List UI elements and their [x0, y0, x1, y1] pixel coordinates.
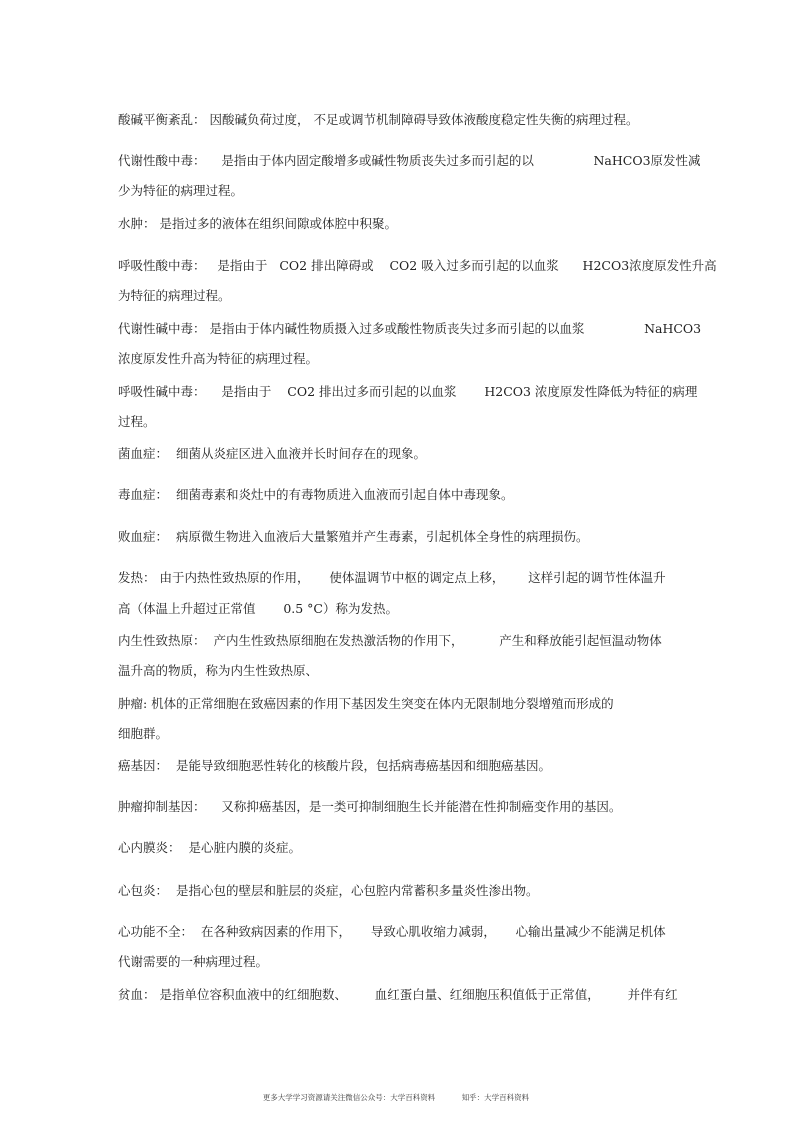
text-line: 发热： 由于内热性致热原的作用， 使体温调节中枢的调定点上移， 这样引起的调节性体温升 [118, 570, 666, 585]
text-line: 浓度原发性升高为特征的病理过程。 [118, 351, 319, 366]
text-line: 水肿： 是指过多的液体在组织间隙或体腔中积聚。 [118, 216, 397, 231]
text-line: 代谢性酸中毒： 是指由于体内固定酸增多或碱性物质丧失过多而引起的以 NaHCO3原发性减 [118, 153, 701, 168]
text-line: 毒血症： 细菌毒素和炎灶中的有毒物质进入血液而引起自体中毒现象。 [118, 487, 514, 502]
text-line: 少为特征的病理过程。 [118, 183, 244, 198]
text-line: 败血症： 病原微生物进入血液后大量繁殖并产生毒素，引起机体全身性的病理损伤。 [118, 529, 589, 544]
text-line: 肿瘤抑制基因： 又称抑癌基因，是一类可抑制细胞生长并能潜在性抑制癌变作用的基因。 [118, 799, 622, 814]
text-line: 酸碱平衡紊乱： 因酸碱负荷过度， 不足或调节机制障碍导致体液酸度稳定性失衡的病理过程。 [118, 112, 639, 127]
text-line: 为特征的病理过程。 [118, 288, 231, 303]
text-line: 温升高的物质，称为内生性致热原、 [118, 663, 319, 678]
text-line: 肿瘤: 机体的正常细胞在致癌因素的作用下基因发生突变在体内无限制地分裂增殖而形成的 [118, 696, 614, 711]
text-line: 高（体温上升超过正常值 0.5 °C）称为发热。 [118, 601, 398, 616]
text-line: 呼吸性酸中毒： 是指由于 CO2 排出障碍或 CO2 吸入过多而引起的以血浆 H2CO3浓度原发性升高 [118, 258, 717, 273]
text-line: 呼吸性碱中毒： 是指由于 CO2 排出过多而引起的以血浆 H2CO3 浓度原发性降低为特征的病理 [118, 384, 698, 399]
text-line: 过程。 [118, 414, 156, 429]
text-line: 代谢性碱中毒： 是指由于体内碱性物质摄入过多或酸性物质丧失过多而引起的以血浆 NaHCO3 [118, 321, 702, 336]
footer-zhihu-note: 知乎：大学百科资料 [461, 1093, 530, 1102]
text-line: 细胞群。 [118, 726, 169, 741]
text-line: 内生性致热原： 产内生性致热原细胞在发热激活物的作用下， 产生和释放能引起恒温动物体 [118, 633, 662, 648]
text-line: 菌血症： 细菌从炎症区进入血液并长时间存在的现象。 [118, 446, 426, 461]
text-line: 心包炎： 是指心包的壁层和脏层的炎症，心包腔内常蓄积多量炎性渗出物。 [118, 883, 539, 898]
text-line: 贫血： 是指单位容积血液中的红细胞数、 血红蛋白量、红细胞压积值低于正常值， 并伴有红 [118, 987, 678, 1002]
text-line: 心功能不全： 在各种致病因素的作用下， 导致心肌收缩力减弱， 心输出量减少不能满足机体 [118, 924, 666, 939]
text-line: 癌基因： 是能导致细胞恶性转化的核酸片段，包括病毒癌基因和细胞癌基因。 [118, 758, 551, 773]
footer-wechat-note: 更多大学学习资源请关注微信公众号：大学百科资料 [262, 1093, 436, 1102]
text-line: 心内膜炎： 是心脏内膜的炎症。 [118, 840, 301, 855]
page-footer [0, 1092, 792, 1103]
text-line: 代谢需要的一种病理过程。 [118, 954, 269, 969]
